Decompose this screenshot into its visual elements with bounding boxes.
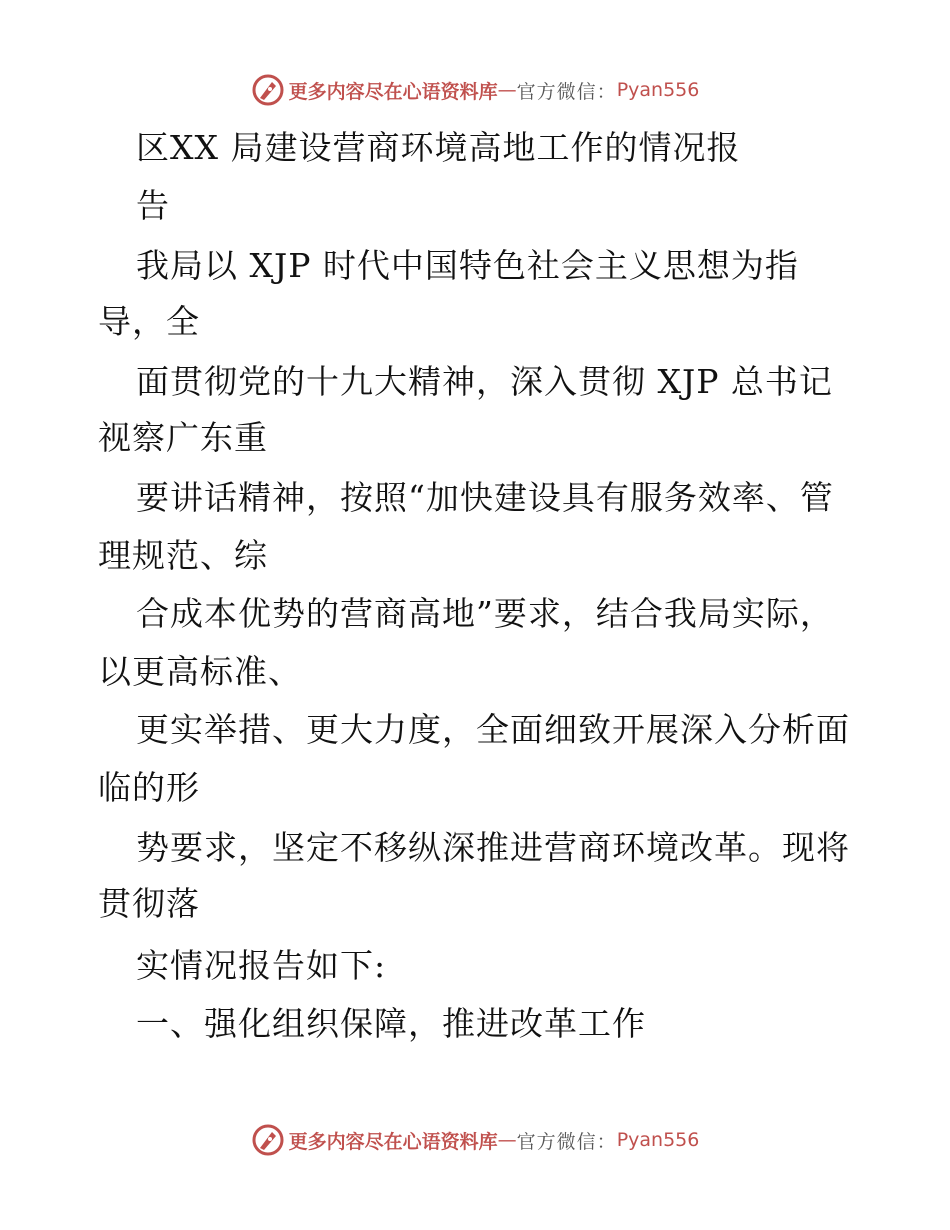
watermark-brand: 更多内容尽在心语资料库 (288, 80, 498, 103)
watermark-dash: — (497, 79, 517, 101)
pen-nib-circle-icon (251, 1123, 285, 1157)
paragraph-line: 实情况报告如下: (136, 946, 387, 985)
paragraph-line: 我局以 XJP 时代中国特色社会主义思想为指 (136, 246, 799, 285)
watermark-handle: Pyan556 (616, 1129, 700, 1151)
paragraph-line: 要讲话精神，按照“加快建设具有服务效率、管 (136, 478, 834, 517)
watermark-wechat-label: 官方微信： (516, 1130, 617, 1153)
document-title-line: 告 (136, 186, 170, 225)
paragraph-line: 临的形 (98, 768, 200, 807)
watermark-wechat-label: 官方微信： (516, 80, 617, 103)
document-title-line: 区XX 局建设营商环境高地工作的情况报 (136, 128, 741, 167)
paragraph-line: 势要求，坚定不移纵深推进营商环境改革。现将 (136, 828, 850, 867)
paragraph-line: 合成本优势的营商高地”要求，结合我局实际， (136, 594, 834, 633)
paragraph-line: 贯彻落 (98, 884, 200, 923)
paragraph-line: 视察广东重 (98, 418, 268, 457)
watermark-handle: Pyan556 (616, 79, 700, 101)
paragraph-line: 以更高标准、 (98, 652, 302, 691)
paragraph-line: 更实举措、更大力度，全面细致开展深入分析面 (136, 710, 850, 749)
paragraph-line: 理规范、综 (98, 536, 268, 575)
pen-nib-circle-icon (251, 73, 285, 107)
watermark-banner-top (0, 70, 950, 110)
watermark-dash: — (497, 1129, 517, 1151)
paragraph-line: 导，全 (98, 302, 200, 341)
watermark-brand: 更多内容尽在心语资料库 (288, 1130, 498, 1153)
watermark-banner-bottom (0, 1120, 950, 1160)
section-heading: 一、强化组织保障，推进改革工作 (136, 1004, 646, 1043)
paragraph-line: 面贯彻党的十九大精神，深入贯彻 XJP 总书记 (136, 362, 833, 401)
